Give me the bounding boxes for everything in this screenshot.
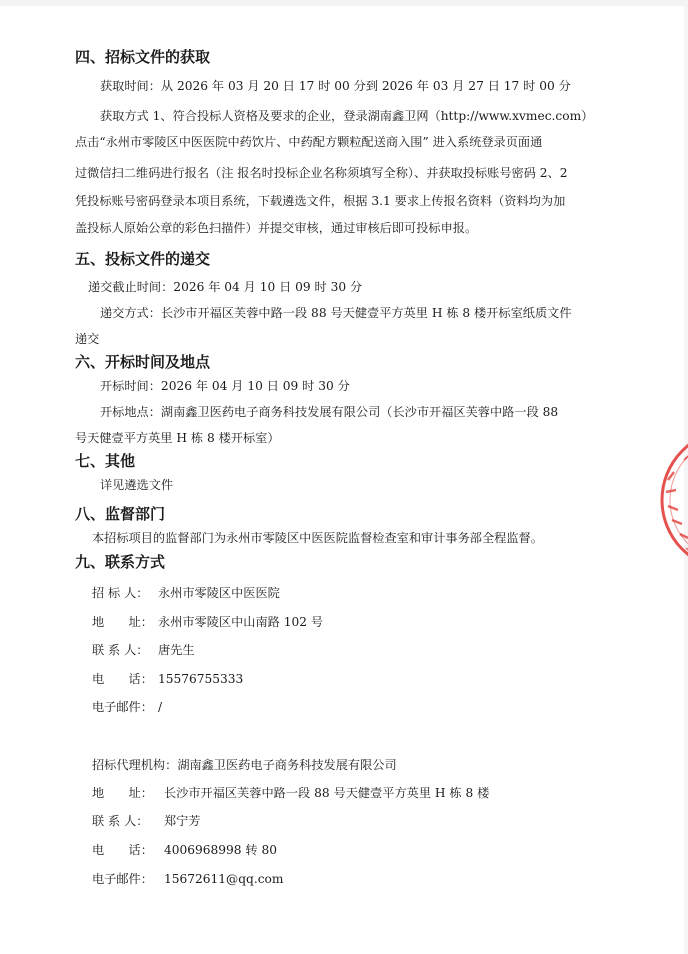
section-heading-bid-submission: 五、投标文件的递交 [75,250,211,268]
field-value: 4006968998 转 80 [164,843,277,857]
acquisition-time: 获取时间：从 2026 年 03 月 20 日 17 时 00 分到 2026 年 03 月 27 日 17 时 00 分 [100,79,571,93]
agency-phone-row [92,841,277,858]
section-heading-contact: 九、联系方式 [75,553,166,571]
field-label: 联 系 人： [92,814,149,828]
field-value: 郑宁芳 [164,814,201,828]
tenderer-phone-row [92,670,243,687]
submission-method-line: 递交 [75,332,100,346]
acquisition-method-line: 凭投标账号密码登录本项目系统，下载遴选文件，根据 3.1 要求上传报名资料（资料均为加 [75,194,566,208]
opening-time: 开标时间：2026 年 04 月 10 日 09 时 30 分 [100,379,350,393]
tenderer-contact-row [92,641,195,658]
opening-place-line: 开标地点：湖南鑫卫医药电子商务科技发展有限公司（长沙市开福区芙蓉中路一段 88 [100,405,559,419]
tenderer-name-row [92,584,280,601]
field-value: 湖南鑫卫医药电子商务科技发展有限公司 [177,758,397,772]
field-label: 招标代理机构： [92,758,178,772]
field-label: 电 话： [92,843,153,857]
other-text: 详见遴选文件 [100,478,174,492]
submission-method-line: 递交方式：长沙市开福区芙蓉中路一段 88 号天健壹平方英里 H 栋 8 楼开标室纸质文件 [100,306,572,320]
submission-deadline: 递交截止时间：2026 年 04 月 10 日 09 时 30 分 [88,280,363,294]
acquisition-method-line: 过微信扫二维码进行报名（注 报名时投标企业名称须填写全称）、并获取投标账号密码 2、2 [75,166,568,180]
field-label: 电子邮件： [92,700,153,714]
field-value: / [158,700,163,714]
agency-contact-row [92,812,201,829]
field-label: 电子邮件： [92,872,153,886]
acquisition-method-line: 点击“永州市零陵区中医医院中药饮片、中药配方颗粒配送商入围” 进入系统登录页面通 [75,135,543,149]
page-top-edge [0,0,688,6]
field-value: 15576755333 [158,672,244,686]
field-value: 永州市零陵区中山南路 102 号 [158,615,324,629]
section-heading-bid-opening: 六、开标时间及地点 [75,353,211,371]
field-value: 唐先生 [158,643,195,657]
section-heading-other: 七、其他 [75,452,136,470]
official-seal-stamp [654,420,688,580]
acquisition-method-line: 获取方式 1、符合投标人资格及要求的企业，登录湖南鑫卫网（http://www.xvmec.com） [100,109,594,123]
section-heading-supervision: 八、监督部门 [75,505,166,523]
field-value: 永州市零陵区中医医院 [158,586,280,600]
field-label: 地 址： [92,786,153,800]
field-label: 招 标 人： [92,586,149,600]
field-value: 15672611@qq.com [164,872,284,886]
agency-email-row [92,870,283,887]
field-label: 地 址： [92,615,153,629]
acquisition-method-line: 盖投标人原始公章的彩色扫描件）并提交审核，通过审核后即可投标申报。 [75,221,478,235]
field-label: 电 话： [92,672,153,686]
agency-name-row [92,756,397,773]
field-label: 联 系 人： [92,643,149,657]
section-heading-bid-document-acquisition: 四、招标文件的获取 [75,48,211,66]
supervision-text: 本招标项目的监督部门为永州市零陵区中医医院监督检查室和审计事务部全程监督。 [92,531,543,545]
tenderer-address-row [92,613,323,630]
opening-place-line: 号天健壹平方英里 H 栋 8 楼开标室） [75,431,280,445]
tenderer-email-row [92,698,162,715]
field-value: 长沙市开福区芙蓉中路一段 88 号天健壹平方英里 H 栋 8 楼 [164,786,490,800]
agency-address-row [92,784,489,801]
